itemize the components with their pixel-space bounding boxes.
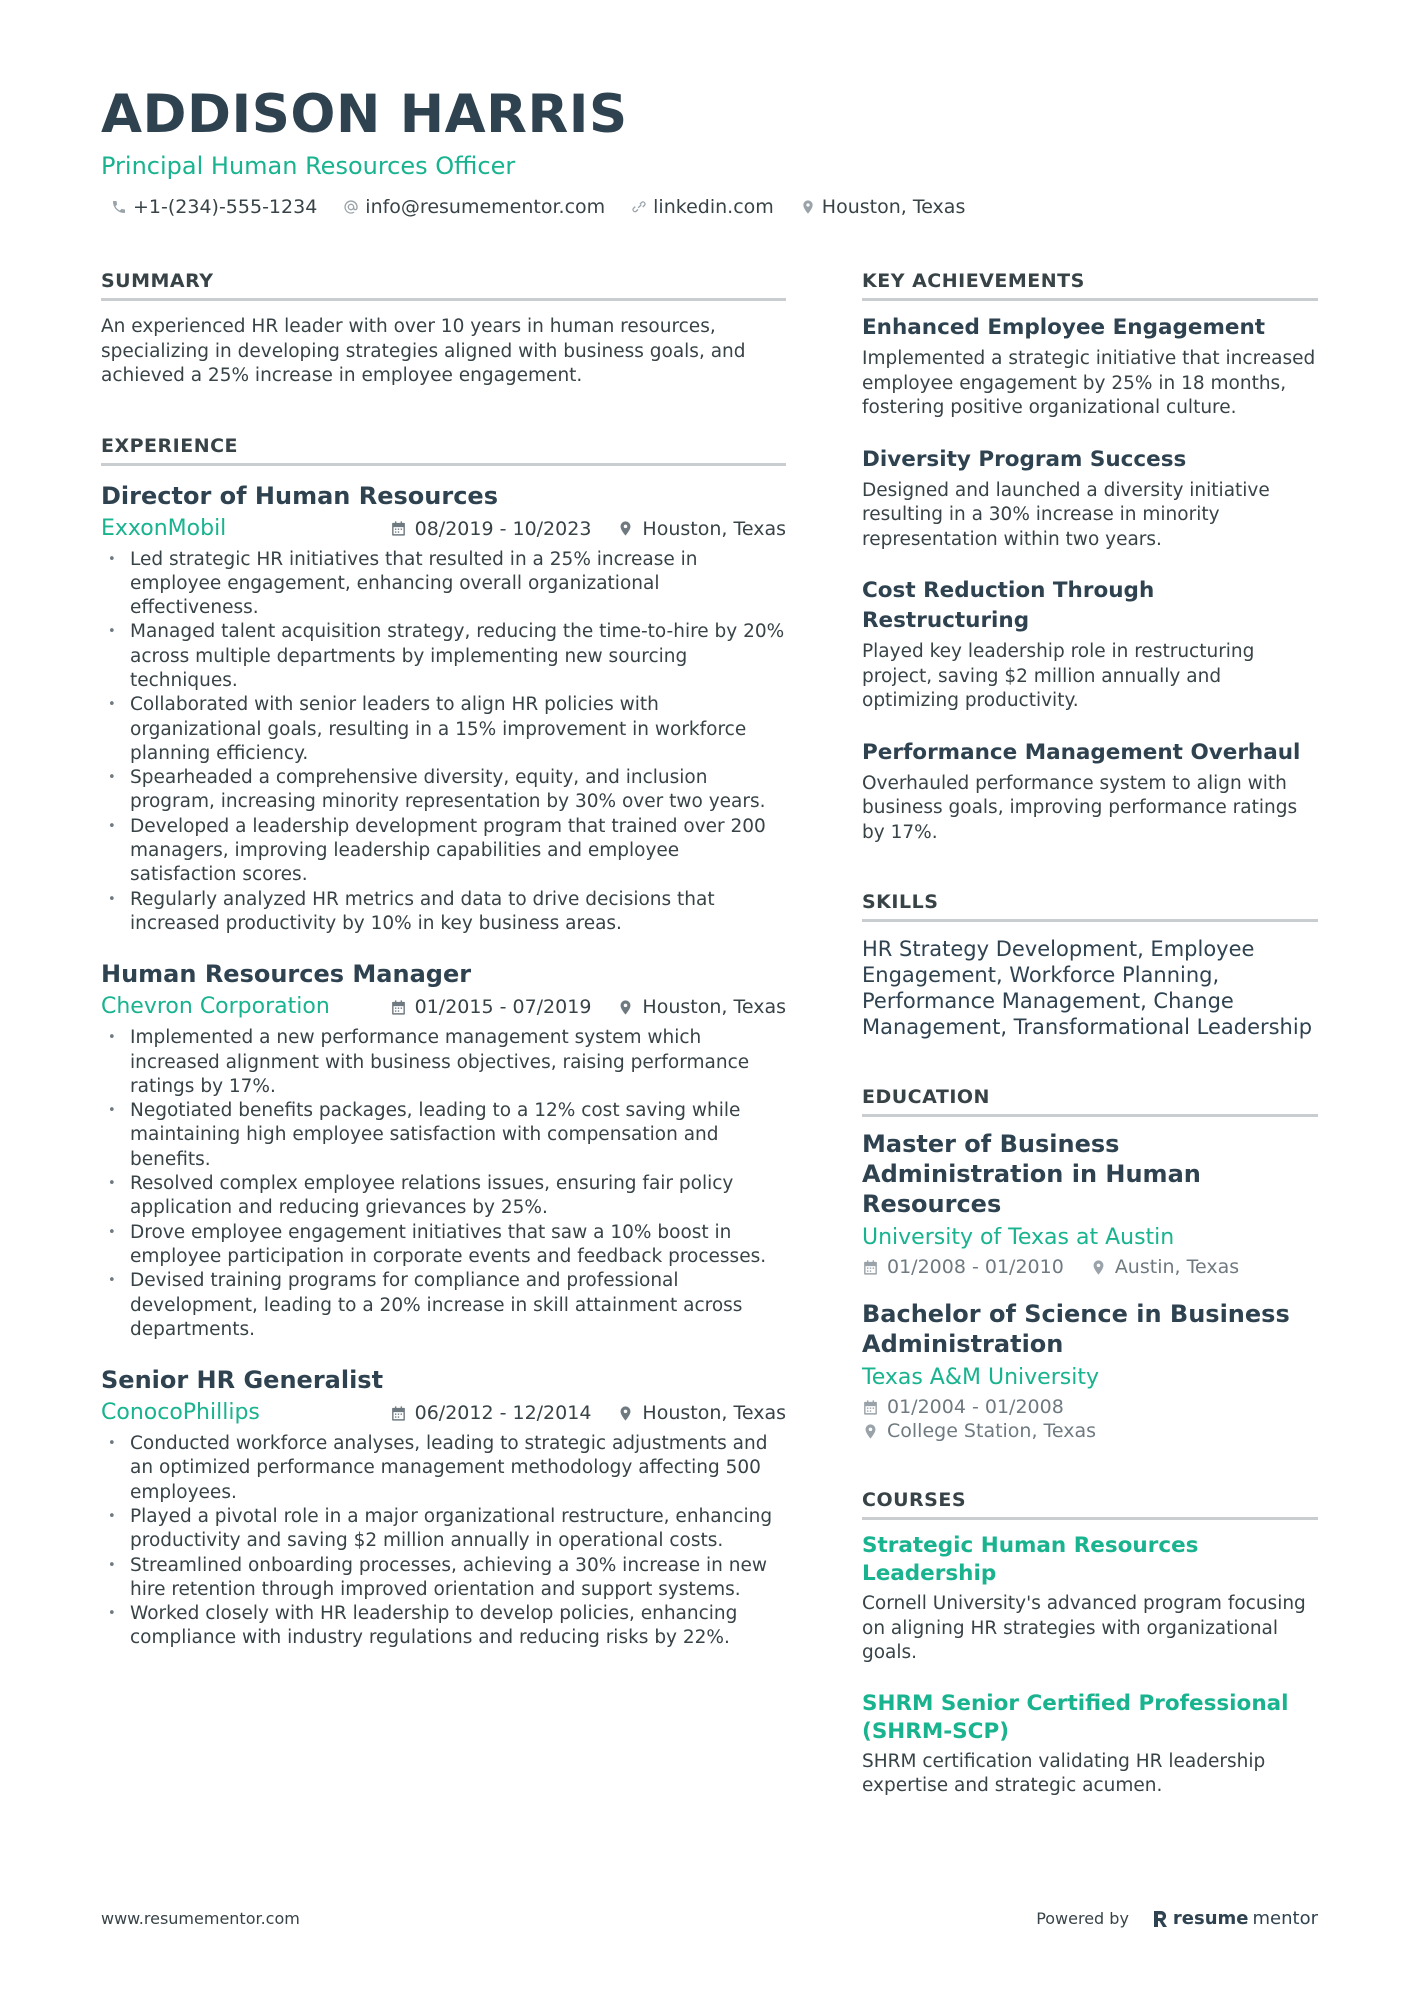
map-pin-icon [862, 1423, 879, 1440]
education-dates-text: 01/2004 - 01/2008 [887, 1396, 1064, 1418]
email-text: info@resumementor.com [365, 196, 606, 218]
page-footer [101, 1908, 1318, 1929]
list-item: • Spearheaded a comprehensive diversity, equity, and inclusion program, increasing minority representation by 30% over two years. [101, 766, 786, 815]
phone-text: +1-(234)-555-1234 [133, 196, 318, 218]
brand-logo[interactable] [1151, 1908, 1318, 1929]
summary-text: An experienced HR leader with over 10 years in human resources, specializing in developing strategies aligned with business goals, and achieved a 25% increase in employee engagement. [101, 316, 746, 386]
achievement-item [862, 576, 1318, 714]
job-role: Human Resources Manager [101, 960, 472, 989]
brand-bold-text: resume [1172, 1908, 1249, 1929]
skills-section [862, 889, 1318, 1040]
experience-heading: EXPERIENCE [101, 433, 786, 466]
list-item: • Resolved complex employee relations issues, ensuring fair policy application and reducing grievances by 25%. [101, 1172, 786, 1221]
achievement-item [862, 313, 1318, 421]
achievement-item [862, 738, 1318, 846]
job-company: Chevron Corporation [101, 994, 330, 1020]
course-item [862, 1532, 1318, 1666]
degree-title: Master of Business Administration in Human Resources [862, 1130, 1201, 1218]
phone-icon [111, 199, 127, 215]
job-dates [390, 996, 592, 1018]
job-entry [101, 480, 786, 937]
education-section [862, 1084, 1318, 1443]
course-text: Cornell University's advanced program focusing on aligning HR strategies with organizational goals. [862, 1593, 1306, 1663]
powered-by-label: Powered by [1036, 1909, 1129, 1928]
job-location [617, 1402, 786, 1424]
calendar-icon [390, 1405, 407, 1422]
summary-section [101, 268, 786, 389]
map-pin-icon [617, 999, 634, 1016]
courses-section [862, 1487, 1318, 1799]
list-item: • Led strategic HR initiatives that resulted in a 25% increase in employee engagement, enhancing overall organizational effectiveness. [101, 548, 786, 621]
course-text: SHRM certification validating HR leadership expertise and strategic acumen. [862, 1750, 1266, 1796]
degree-title: Bachelor of Science in Business Administration [862, 1300, 1290, 1358]
achievement-title: Diversity Program Success [862, 446, 1187, 472]
map-pin-icon [617, 1405, 634, 1422]
list-item: • Drove employee engagement initiatives that saw a 10% boost in employee participation in corporate events and feedback processes. [101, 1221, 786, 1270]
job-dates [390, 1402, 592, 1424]
education-heading: EDUCATION [862, 1084, 1318, 1117]
contact-email[interactable] [343, 196, 605, 218]
left-column [101, 268, 786, 1651]
skills-heading: SKILLS [862, 889, 1318, 922]
calendar-icon [862, 1259, 879, 1276]
job-entry [101, 958, 786, 1342]
job-company: ExxonMobil [101, 515, 227, 541]
experience-section [101, 433, 786, 1651]
achievement-text: Played key leadership role in restructuring project, saving $2 million annually and optimizing productivity. [862, 641, 1255, 711]
achievements-heading: KEY ACHIEVEMENTS [862, 268, 1318, 301]
list-item: • Played a pivotal role in a major organizational restructure, enhancing productivity and saving $2 million annually in operational costs. [101, 1505, 786, 1554]
course-item [862, 1690, 1318, 1799]
footer-branding [1036, 1908, 1318, 1929]
contact-bar [101, 196, 1321, 218]
achievement-text: Implemented a strategic initiative that increased employee engagement by 25% in 18 months, fostering positive organizational culture. [862, 348, 1316, 418]
list-item: • Collaborated with senior leaders to align HR policies with organizational goals, resulting in a 15% improvement in workforce planning efficiency. [101, 693, 786, 766]
list-item: • Conducted workforce analyses, leading to strategic adjustments and an optimized performance management methodology affecting 500 employees. [101, 1432, 786, 1505]
list-item: • Negotiated benefits packages, leading to a 12% cost saving while maintaining high employee satisfaction with compensation and benefits. [101, 1099, 786, 1172]
achievement-text: Designed and launched a diversity initiative resulting in a 30% increase in minority representation within two years. [862, 479, 1270, 550]
education-dates [862, 1255, 1064, 1279]
education-item [862, 1299, 1318, 1443]
job-bullets [101, 1026, 786, 1342]
job-dates [390, 518, 592, 540]
summary-heading: SUMMARY [101, 268, 786, 301]
job-bullets [101, 1432, 786, 1651]
education-location [862, 1419, 1318, 1443]
achievement-text: Overhauled performance system to align with business goals, improving performance ratings by 17%. [862, 772, 1298, 843]
list-item: • Managed talent acquisition strategy, reducing the time-to-hire by 20% across multiple departments by implementing new sourcing techniques. [101, 620, 786, 693]
job-location-text: Houston, Texas [642, 1402, 786, 1425]
calendar-icon [390, 999, 407, 1016]
skills-text: HR Strategy Development, Employee Engagement, Workforce Planning, Performance Management, Change Management, Transformational Leadership [862, 937, 1313, 1039]
job-location-text: Houston, Texas [642, 517, 786, 540]
list-item: • Worked closely with HR leadership to develop policies, enhancing compliance with industry regulations and reducing risks by 22%. [101, 1602, 786, 1651]
education-location-text: College Station, Texas [887, 1420, 1097, 1442]
contact-phone[interactable] [111, 196, 317, 218]
calendar-icon [862, 1399, 879, 1416]
resumementor-logo-icon [1151, 1909, 1169, 1929]
course-title: SHRM Senior Certified Professional (SHRM-SCP) [862, 1690, 1289, 1744]
education-location-text: Austin, Texas [1114, 1256, 1240, 1278]
list-item: • Streamlined onboarding processes, achieving a 30% increase in new hire retention through improved orientation and support systems. [101, 1554, 786, 1603]
contact-website[interactable] [631, 196, 774, 218]
course-title: Strategic Human Resources Leadership [862, 1533, 1199, 1586]
candidate-name: ADDISON HARRIS [101, 84, 628, 145]
candidate-title: Principal Human Resources Officer [101, 152, 516, 180]
school-name: Texas A&M University [862, 1365, 1099, 1390]
list-item: • Regularly analyzed HR metrics and data to drive decisions that increased productivity by 10% in key business areas. [101, 888, 786, 937]
calendar-icon [390, 520, 407, 537]
education-dates-text: 01/2008 - 01/2010 [887, 1256, 1064, 1278]
resume-header [101, 82, 1321, 218]
courses-heading: COURSES [862, 1487, 1318, 1520]
education-location [1090, 1255, 1239, 1279]
job-bullets [101, 548, 786, 937]
map-pin-icon [617, 520, 634, 537]
job-dates-text: 01/2015 - 07/2019 [414, 996, 592, 1019]
achievement-item [862, 445, 1318, 553]
education-dates [862, 1395, 1318, 1419]
job-location [617, 518, 786, 540]
link-icon [631, 199, 647, 215]
job-entry [101, 1364, 786, 1651]
job-role: Director of Human Resources [101, 481, 498, 510]
right-column [862, 268, 1318, 1843]
job-dates-text: 08/2019 - 10/2023 [414, 517, 592, 540]
location-text: Houston, Texas [821, 196, 966, 218]
map-pin-icon [800, 199, 816, 215]
brand-light-text: mentor [1252, 1908, 1318, 1929]
list-item: • Developed a leadership development program that trained over 200 managers, improving leadership capabilities and employee satisfaction scores. [101, 815, 786, 888]
job-dates-text: 06/2012 - 12/2014 [414, 1402, 592, 1425]
education-item [862, 1129, 1318, 1279]
achievement-title: Cost Reduction Through Restructuring [862, 578, 1155, 633]
achievement-title: Performance Management Overhaul [862, 739, 1301, 765]
footer-website-link[interactable]: www.resumementor.com [101, 1909, 300, 1928]
at-icon [343, 199, 359, 215]
job-role: Senior HR Generalist [101, 1366, 384, 1395]
list-item: • Devised training programs for compliance and professional development, leading to a 20% increase in skill attainment across departments. [101, 1269, 786, 1342]
website-text: linkedin.com [653, 196, 774, 218]
map-pin-icon [1090, 1259, 1107, 1276]
job-location [617, 996, 786, 1018]
job-company: ConocoPhillips [101, 1400, 260, 1426]
achievement-title: Enhanced Employee Engagement [862, 315, 1266, 340]
school-name: University of Texas at Austin [862, 1225, 1175, 1250]
job-location-text: Houston, Texas [642, 996, 786, 1019]
achievements-section [862, 268, 1318, 845]
contact-location [800, 196, 966, 218]
list-item: • Implemented a new performance management system which increased alignment with business objectives, raising performance ratings by 17%. [101, 1026, 786, 1099]
